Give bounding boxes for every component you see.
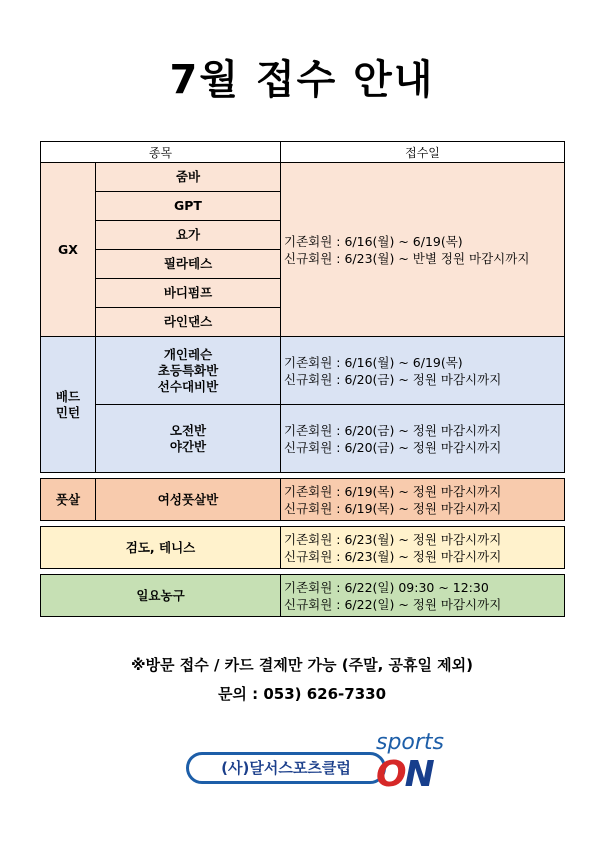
logo-on-mark	[376, 754, 433, 795]
gx-dates	[281, 163, 565, 337]
badminton-category	[41, 337, 96, 473]
club-logo	[186, 730, 468, 800]
badminton-group1-items	[96, 337, 281, 405]
logo-on-o: O	[376, 754, 405, 795]
header-sport: 종목	[41, 142, 281, 163]
badminton-item-night: 야간반	[169, 438, 207, 454]
badminton-group1-new: 신규회원 : 6/20(금) ~ 정원 마감시까지	[284, 371, 502, 387]
basketball-dates	[281, 575, 565, 617]
logo-org-name: (사)달서스포츠클럽	[221, 759, 351, 777]
futsal-row	[41, 479, 565, 521]
gx-item-zumba: 줌바	[96, 163, 281, 192]
kendo-existing: 기존회원 : 6/23(월) ~ 정원 마감시까지	[284, 531, 502, 547]
logo-org-badge	[186, 752, 386, 784]
basketball-existing: 기존회원 : 6/22(일) 09:30 ~ 12:30	[284, 579, 489, 595]
badminton-category-line2: 민턴	[55, 404, 81, 420]
basketball-row	[41, 575, 565, 617]
logo-sports-text: sports	[376, 730, 445, 755]
gx-item-bodypump: 바디펌프	[96, 279, 281, 308]
badminton-group2-items	[96, 405, 281, 473]
schedule-table	[40, 141, 565, 617]
gx-dates-existing: 기존회원 : 6/16(월) ~ 6/19(목)	[284, 233, 463, 249]
badminton-category-line1: 배드	[55, 388, 81, 404]
badminton-item-athlete: 선수대비반	[157, 378, 219, 394]
badminton-group2-existing: 기존회원 : 6/20(금) ~ 정원 마감시까지	[284, 422, 502, 438]
contact-info: 문의 : 053) 626-7330	[217, 685, 387, 703]
futsal-category: 풋살	[41, 479, 96, 521]
gx-item-gpt: GPT	[96, 192, 281, 221]
gx-category: GX	[41, 163, 96, 337]
kendo-new: 신규회원 : 6/23(월) ~ 정원 마감시까지	[284, 548, 502, 564]
badminton-group2-dates	[281, 405, 565, 473]
badminton-group1-existing: 기존회원 : 6/16(월) ~ 6/19(목)	[284, 354, 463, 370]
badminton-item-private: 개인레슨	[163, 346, 213, 362]
futsal-dates	[281, 479, 565, 521]
visit-note: ※방문 접수 / 카드 결제만 가능 (주말, 공휴일 제외)	[130, 656, 474, 674]
table-header-row	[41, 142, 565, 163]
badminton-row-2	[41, 405, 565, 473]
badminton-row-1	[41, 337, 565, 405]
kendo-dates	[281, 527, 565, 569]
futsal-item: 여성풋살반	[96, 479, 281, 521]
gx-dates-new: 신규회원 : 6/23(월) ~ 반별 정원 마감시까지	[284, 250, 530, 266]
badminton-group2-new: 신규회원 : 6/20(금) ~ 정원 마감시까지	[284, 439, 502, 455]
gx-item-pilates: 필라테스	[96, 250, 281, 279]
badminton-group1-dates	[281, 337, 565, 405]
page-title: 7월 접수 안내	[169, 57, 435, 103]
kendo-row	[41, 527, 565, 569]
badminton-item-morning: 오전반	[169, 422, 207, 438]
logo-on-n: N	[404, 754, 433, 795]
badminton-item-elementary: 초등특화반	[157, 362, 219, 378]
header-dates: 접수일	[281, 142, 565, 163]
futsal-existing: 기존회원 : 6/19(목) ~ 정원 마감시까지	[284, 483, 502, 499]
gx-row-1	[41, 163, 565, 192]
basketball-item: 일요농구	[41, 575, 281, 617]
gx-item-linedance: 라인댄스	[96, 308, 281, 337]
basketball-new: 신규회원 : 6/22(일) ~ 정원 마감시까지	[284, 596, 502, 612]
futsal-new: 신규회원 : 6/19(목) ~ 정원 마감시까지	[284, 500, 502, 516]
gx-item-yoga: 요가	[96, 221, 281, 250]
kendo-item: 검도, 테니스	[41, 527, 281, 569]
